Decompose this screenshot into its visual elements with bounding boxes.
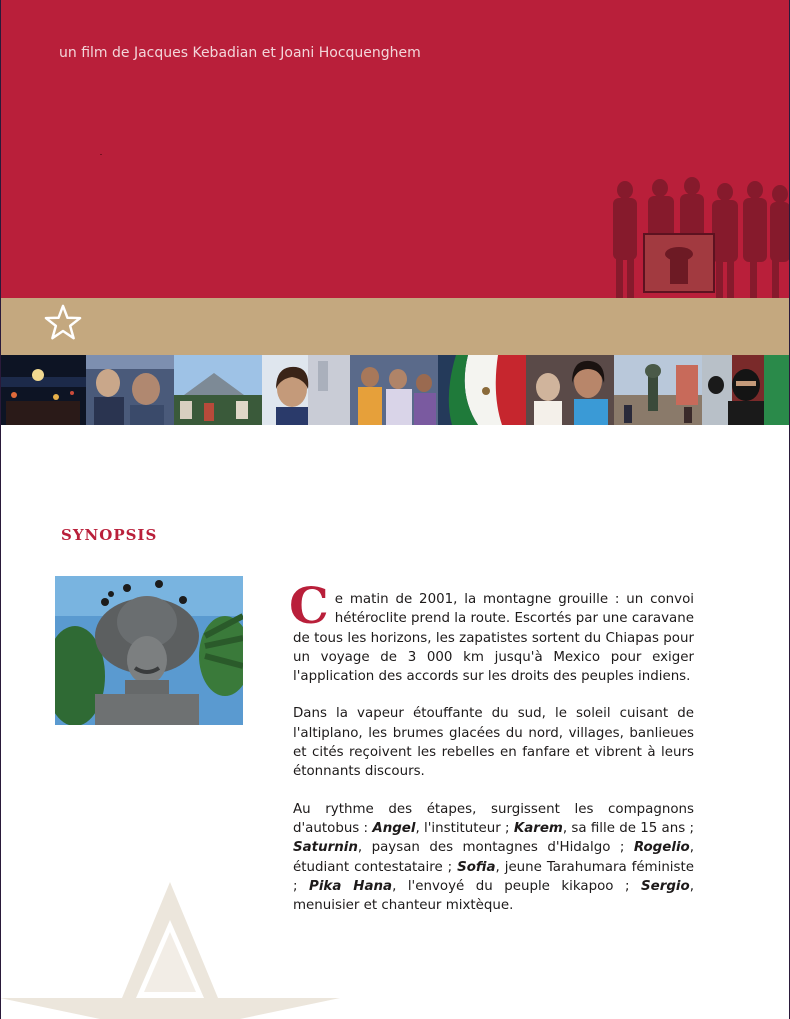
- character-desc: , jeune Tarahumara féministe ;: [293, 859, 694, 894]
- red-header: [0, 0, 790, 298]
- character-name: Rogelio: [633, 840, 690, 856]
- masked-zapatista-photo: [702, 355, 790, 425]
- character-desc: , l'instituteur ;: [415, 820, 514, 836]
- photo-strip: [0, 355, 790, 425]
- star-watermark-icon: [0, 880, 340, 1019]
- mother-child-photo: [526, 355, 614, 425]
- statue-plaza-photo: [614, 355, 702, 425]
- tan-band: [0, 298, 790, 355]
- synopsis-paragraph-2: Dans la vapeur étouffante du sud, le soleil cuisant de l'altiplano, les brumes glacées du nord, villages, banlieues et cités reçoivent les rebelles en fanfare et vibrent à leurs étonnants discours.: [293, 706, 694, 780]
- character-name: Pika Hana: [309, 878, 393, 894]
- film-credit: un film de Jacques Kebadian et Joani Hocquenghem: [59, 45, 421, 61]
- header-speck: [100, 154, 102, 155]
- paragraph-3-intro: Au rythme des étapes, surgissent les compagnons d'autobus :: [293, 801, 694, 836]
- synopsis-heading: SYNOPSIS: [61, 526, 158, 544]
- night-rally-photo: [0, 355, 86, 425]
- character-desc: , l'envoyé du peuple kikapoo ;: [392, 878, 641, 894]
- flag-waving-photo: [438, 355, 526, 425]
- star-icon: [44, 304, 82, 342]
- character-desc: , étudiant contestataire ;: [293, 840, 694, 875]
- paragraph-1-text: e matin de 2001, la montagne grouille : un convoi hétéroclite prend la route. Escortés par une caravane de tous les horizons, les zapatistes sortent du Chiapas pour un voyage de 3 000 km jusqu'à Mexico pour exiger l'application des accords sur les droits des peuples indiens.: [293, 592, 694, 685]
- character-name: Karem: [513, 820, 563, 836]
- zapata-statue-photo: [55, 576, 243, 725]
- volcano-landscape-photo: [174, 355, 262, 425]
- left-edge: [0, 0, 1, 1019]
- synopsis-text: [289, 576, 694, 933]
- dropcap: C: [289, 576, 329, 635]
- synopsis-paragraph-1: [289, 576, 694, 686]
- crowd-faces-photo: [86, 355, 174, 425]
- character-desc: , paysan des montagnes d'Hidalgo ;: [357, 840, 634, 856]
- character-desc: , sa fille de 15 ans ;: [562, 820, 694, 836]
- character-name: Sofia: [457, 859, 496, 875]
- character-desc: , menuisier et chanteur mixtèque.: [293, 878, 694, 914]
- character-name: Sergio: [641, 878, 690, 894]
- character-name: Angel: [372, 820, 416, 836]
- synopsis-paragraph-3: [293, 800, 694, 916]
- indigenous-women-photo: [350, 355, 438, 425]
- church-woman-photo: [262, 355, 350, 425]
- character-name: Saturnin: [293, 840, 358, 856]
